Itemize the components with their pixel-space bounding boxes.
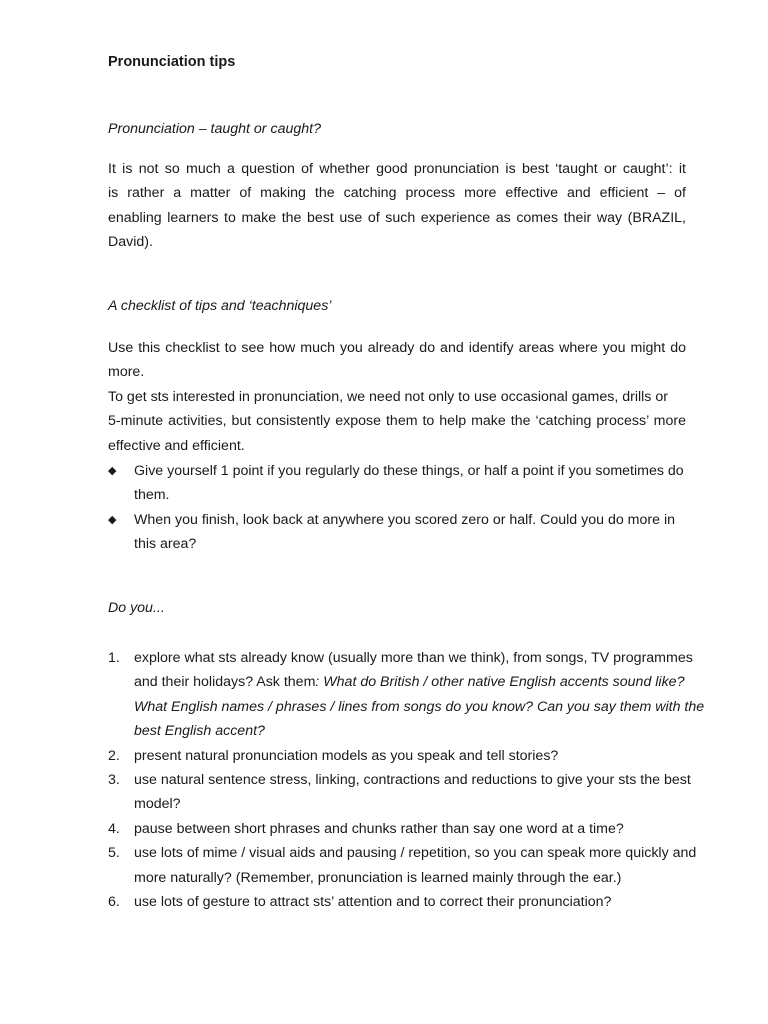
list-item: [108, 459, 686, 508]
list-item-line: present natural pronunciation models as you speak and tell stories?: [134, 747, 559, 764]
list-item-line: explore what sts already know (usually more than we think), from songs, TV programmes: [134, 650, 693, 666]
list-item: [108, 890, 686, 914]
list-item-text: and their holidays? Ask them: [134, 674, 316, 691]
list-item-line: use lots of gesture to attract sts’ attention and to correct their pronunciation?: [134, 894, 612, 911]
list-item-line: When you finish, look back at anywhere you scored zero or half. Could you do more in: [134, 511, 675, 528]
list-item-line: use lots of mime / visual aids and pausing / repetition, so you can speak more quickly and: [134, 845, 697, 862]
list-item-line: [134, 670, 686, 694]
list-item-line: pause between short phrases and chunks rather than say one word at a time?: [134, 820, 624, 837]
section-heading-checklist: A checklist of tips and ‘teachniques’: [108, 298, 332, 314]
list-item: [108, 841, 697, 890]
list-item-line: use natural sentence stress, linking, contractions and reductions to give your sts the best: [134, 772, 691, 789]
paragraph-line: enabling learners to make the best use of such experience as comes their way (BRAZIL,: [108, 209, 686, 226]
list-item-number: 2.: [108, 747, 120, 764]
list-item-line: them.: [134, 487, 170, 504]
checklist-bullets: [108, 459, 686, 557]
diamond-bullet-icon: ◆: [108, 512, 117, 526]
list-item-line: more naturally? (Remember, pronunciation is learned mainly through the ear.): [134, 869, 622, 886]
list-item-number: 6.: [108, 894, 120, 911]
list-item: [108, 744, 686, 768]
page-title: Pronunciation tips: [108, 54, 236, 70]
paragraph-line: Use this checklist to see how much you already do and identify areas where you might do: [108, 340, 686, 356]
paragraph-line: is rather a matter of making the catching process more effective and efficient – of: [108, 185, 686, 202]
paragraph-line: It is not so much a question of whether good pronunciation is best ‘taught or caught’: it: [108, 161, 686, 177]
list-item: [108, 817, 686, 841]
list-item-line: Give yourself 1 point if you regularly do these things, or half a point if you sometimes do: [134, 463, 684, 479]
diamond-bullet-icon: ◆: [108, 464, 117, 477]
list-item: [108, 768, 691, 817]
paragraph-checklist-intro: [108, 336, 686, 458]
list-item-number: 1.: [108, 650, 120, 666]
list-item: [108, 646, 705, 744]
list-item-line: this area?: [134, 536, 197, 553]
list-item-italic-text: : What do British / other native English accents sound like?: [315, 674, 685, 691]
list-item-line: model?: [134, 796, 181, 813]
paragraph-line: David).: [108, 234, 153, 251]
numbered-checklist: [108, 646, 705, 914]
paragraph-line: more.: [108, 364, 145, 381]
list-item-line: best English accent?: [134, 723, 265, 740]
paragraph-line: To get sts interested in pronunciation, we need not only to use occasional games, drills or: [108, 388, 668, 405]
paragraph-line: 5-minute activities, but consistently expose them to help make the ‘catching process’ more: [108, 413, 686, 430]
section-heading-do-you: Do you...: [108, 600, 165, 616]
section-heading-taught-or-caught: Pronunciation – taught or caught?: [108, 121, 321, 137]
paragraph-line: effective and efficient.: [108, 437, 245, 454]
list-item: [108, 508, 686, 557]
list-item-number: 3.: [108, 772, 120, 789]
list-item-number: 4.: [108, 820, 120, 837]
paragraph-taught-or-caught: [108, 157, 686, 255]
list-item-number: 5.: [108, 845, 120, 862]
list-item-line: What English names / phrases / lines from songs do you know? Can you say them with the: [134, 698, 705, 715]
